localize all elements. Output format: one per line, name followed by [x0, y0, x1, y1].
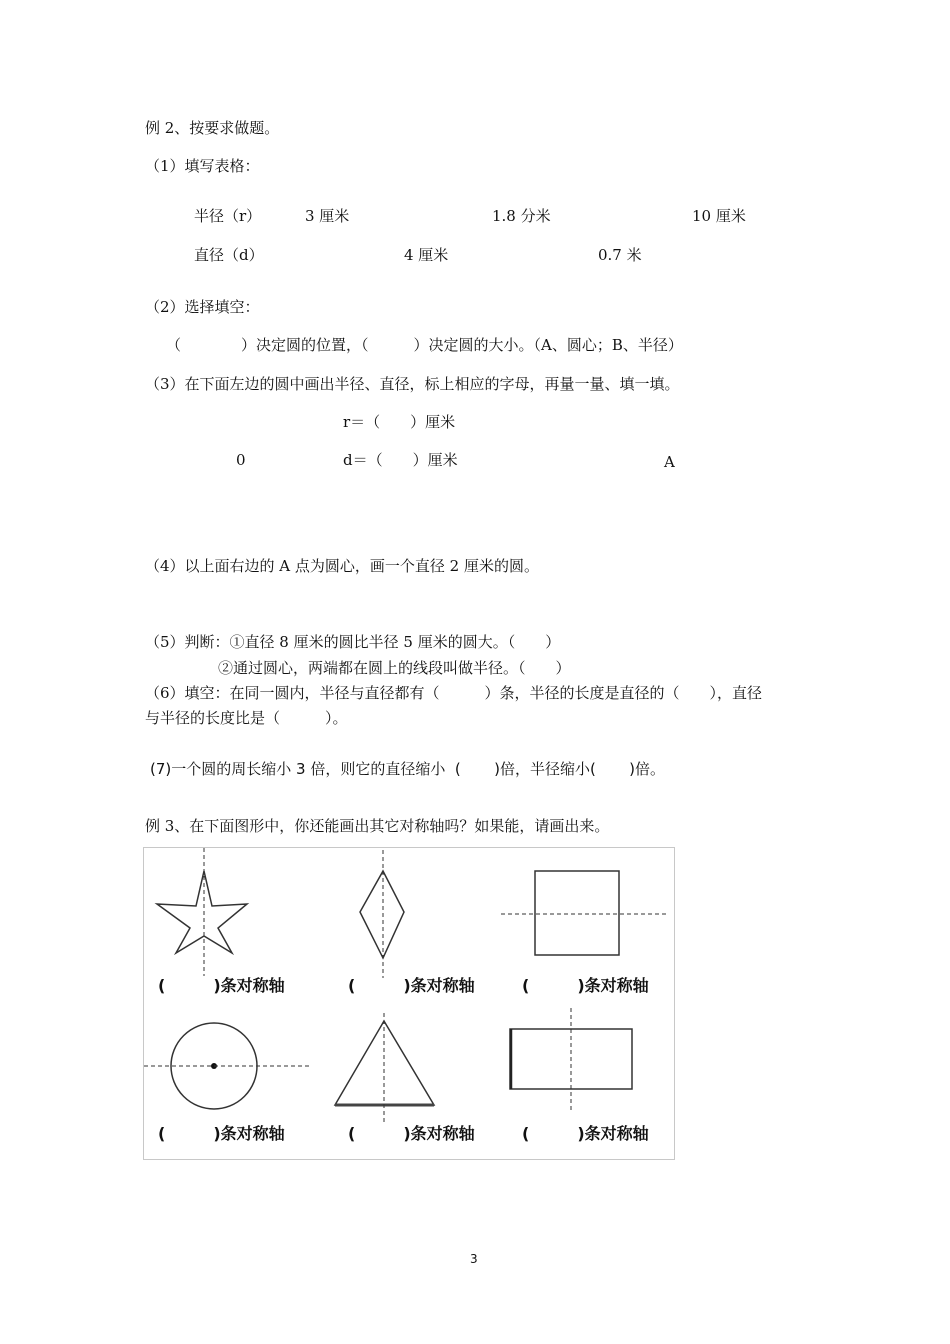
- square-shape: [535, 871, 619, 955]
- q2-text: （ ）决定圆的位置，（ ）决定圆的大小。（A、圆心；B、半径）: [166, 336, 683, 354]
- symmetry-figure-panel: [143, 847, 675, 1160]
- radius-label: 半径（r）: [194, 207, 262, 225]
- caption-diamond: ( )条对称轴: [348, 976, 475, 995]
- diameter-label: 直径（d）: [194, 246, 264, 264]
- example2-title: 例 2、按要求做题。: [145, 119, 280, 137]
- caption-star: ( )条对称轴: [158, 976, 285, 995]
- q6-line-1: （6）填空：在同一圆内，半径与直径都有（ ）条，半径的长度是直径的（ ），直径: [145, 684, 763, 702]
- caption-circle: ( )条对称轴: [158, 1124, 285, 1143]
- radius-value-1: 3 厘米: [305, 207, 350, 225]
- q5-line-1: （5）判断：①直径 8 厘米的圆比半径 5 厘米的圆大。（ ）: [145, 633, 561, 651]
- caption-triangle: ( )条对称轴: [348, 1124, 475, 1143]
- q3-point-o-label: 0: [236, 451, 246, 469]
- q6-line-2: 与半径的长度比是（ ）。: [145, 709, 348, 727]
- radius-value-3: 10 厘米: [692, 207, 746, 225]
- q2-title: （2）选择填空：: [145, 298, 260, 316]
- page-number: 3: [470, 1252, 478, 1266]
- caption-rectangle: ( )条对称轴: [522, 1124, 649, 1143]
- symmetry-figures: [144, 848, 676, 1161]
- diameter-value-1: 4 厘米: [404, 246, 449, 264]
- q3-title: （3）在下面左边的圆中画出半径、直径，标上相应的字母，再量一量、填一填。: [145, 375, 680, 393]
- radius-value-2: 1.8 分米: [492, 207, 551, 225]
- caption-square: ( )条对称轴: [522, 976, 649, 995]
- diamond-shape: [360, 871, 404, 958]
- q5-line-2: ②通过圆心，两端都在圆上的线段叫做半径。（ ）: [218, 659, 571, 677]
- diameter-value-2: 0.7 米: [598, 246, 642, 264]
- star-shape: [157, 871, 247, 953]
- q1-title: （1）填写表格：: [145, 157, 260, 175]
- q7-text: (7)一个圆的周长缩小 3 倍，则它的直径缩小 ( )倍，半径缩小( )倍。: [150, 760, 666, 778]
- q3-point-a-label: A: [664, 453, 675, 471]
- q4-text: （4）以上面右边的 A 点为圆心，画一个直径 2 厘米的圆。: [145, 557, 539, 575]
- q3-diameter-line: d＝（ ）厘米: [343, 451, 458, 469]
- example3-title: 例 3、在下面图形中，你还能画出其它对称轴吗？如果能，请画出来。: [145, 817, 610, 835]
- q3-radius-line: r＝（ ）厘米: [343, 413, 456, 431]
